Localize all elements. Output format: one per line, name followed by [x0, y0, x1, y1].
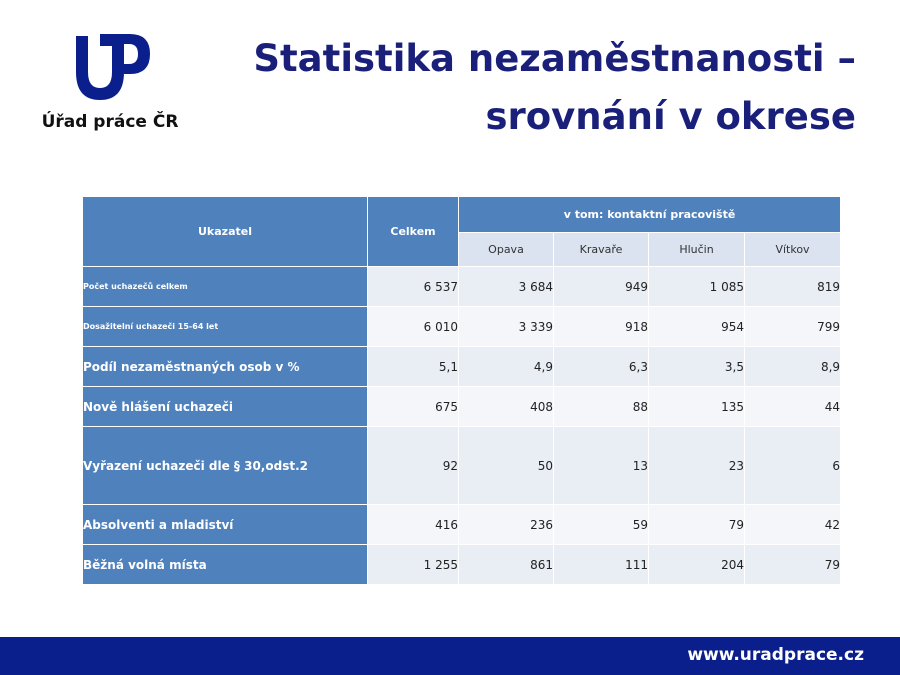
- row-label: Běžná volná místa: [83, 545, 368, 585]
- column-header-group: v tom: kontaktní pracoviště: [459, 197, 841, 233]
- row-label: Dosažitelní uchazeči 15-64 let: [83, 307, 368, 347]
- table-cell: 408: [459, 387, 554, 427]
- table-cell: 3 684: [459, 267, 554, 307]
- table-cell: 675: [368, 387, 459, 427]
- statistics-table: [82, 196, 841, 585]
- logo-text: Úřad práce ČR: [41, 112, 179, 132]
- table-row: [83, 267, 841, 307]
- table-cell: 79: [745, 545, 841, 585]
- table-cell: 204: [649, 545, 745, 585]
- table-cell: 3,5: [649, 347, 745, 387]
- row-label: Vyřazení uchazeči dle § 30,odst.2: [83, 427, 368, 505]
- table-cell: 954: [649, 307, 745, 347]
- table-cell: 1 255: [368, 545, 459, 585]
- title-line-1: Statistika nezaměstnanosti –: [253, 37, 856, 80]
- table-cell: 50: [459, 427, 554, 505]
- table-row: [83, 387, 841, 427]
- table-row: [83, 427, 841, 505]
- table-cell: 4,9: [459, 347, 554, 387]
- table-cell: 799: [745, 307, 841, 347]
- footer-bar: [0, 637, 900, 675]
- table-cell: 88: [554, 387, 649, 427]
- row-label: Počet uchazečů celkem: [83, 267, 368, 307]
- column-header-total: Celkem: [368, 197, 459, 267]
- table-cell: 79: [649, 505, 745, 545]
- table-cell: 949: [554, 267, 649, 307]
- table-cell: 23: [649, 427, 745, 505]
- table-cell: 416: [368, 505, 459, 545]
- table-cell: 819: [745, 267, 841, 307]
- table-cell: 92: [368, 427, 459, 505]
- row-label: Podíl nezaměstnaných osob v %: [83, 347, 368, 387]
- row-label: Nově hlášení uchazeči: [83, 387, 368, 427]
- table-cell: 111: [554, 545, 649, 585]
- footer-url[interactable]: www.uradprace.cz: [687, 645, 864, 665]
- title-line-2: srovnání v okrese: [485, 95, 856, 138]
- column-header-office: Kravaře: [554, 233, 649, 267]
- column-header-office: Vítkov: [745, 233, 841, 267]
- table-cell: 6,3: [554, 347, 649, 387]
- table-row: [83, 505, 841, 545]
- column-header-office: Opava: [459, 233, 554, 267]
- page-title: [253, 30, 856, 146]
- logo: [30, 32, 190, 142]
- table-cell: 1 085: [649, 267, 745, 307]
- table-cell: 3 339: [459, 307, 554, 347]
- table-row: [83, 307, 841, 347]
- up-logo-icon: [74, 32, 154, 106]
- table-row: [83, 347, 841, 387]
- column-header-office: Hlučin: [649, 233, 745, 267]
- table-cell: 236: [459, 505, 554, 545]
- table-cell: 6 537: [368, 267, 459, 307]
- table-cell: 918: [554, 307, 649, 347]
- row-label: Absolventi a mladiství: [83, 505, 368, 545]
- table-cell: 8,9: [745, 347, 841, 387]
- column-header-indicator: Ukazatel: [83, 197, 368, 267]
- table-cell: 44: [745, 387, 841, 427]
- table-cell: 42: [745, 505, 841, 545]
- table-row: [83, 545, 841, 585]
- table-cell: 59: [554, 505, 649, 545]
- table-cell: 861: [459, 545, 554, 585]
- table-cell: 5,1: [368, 347, 459, 387]
- table-cell: 6 010: [368, 307, 459, 347]
- table-cell: 13: [554, 427, 649, 505]
- table-cell: 6: [745, 427, 841, 505]
- table-cell: 135: [649, 387, 745, 427]
